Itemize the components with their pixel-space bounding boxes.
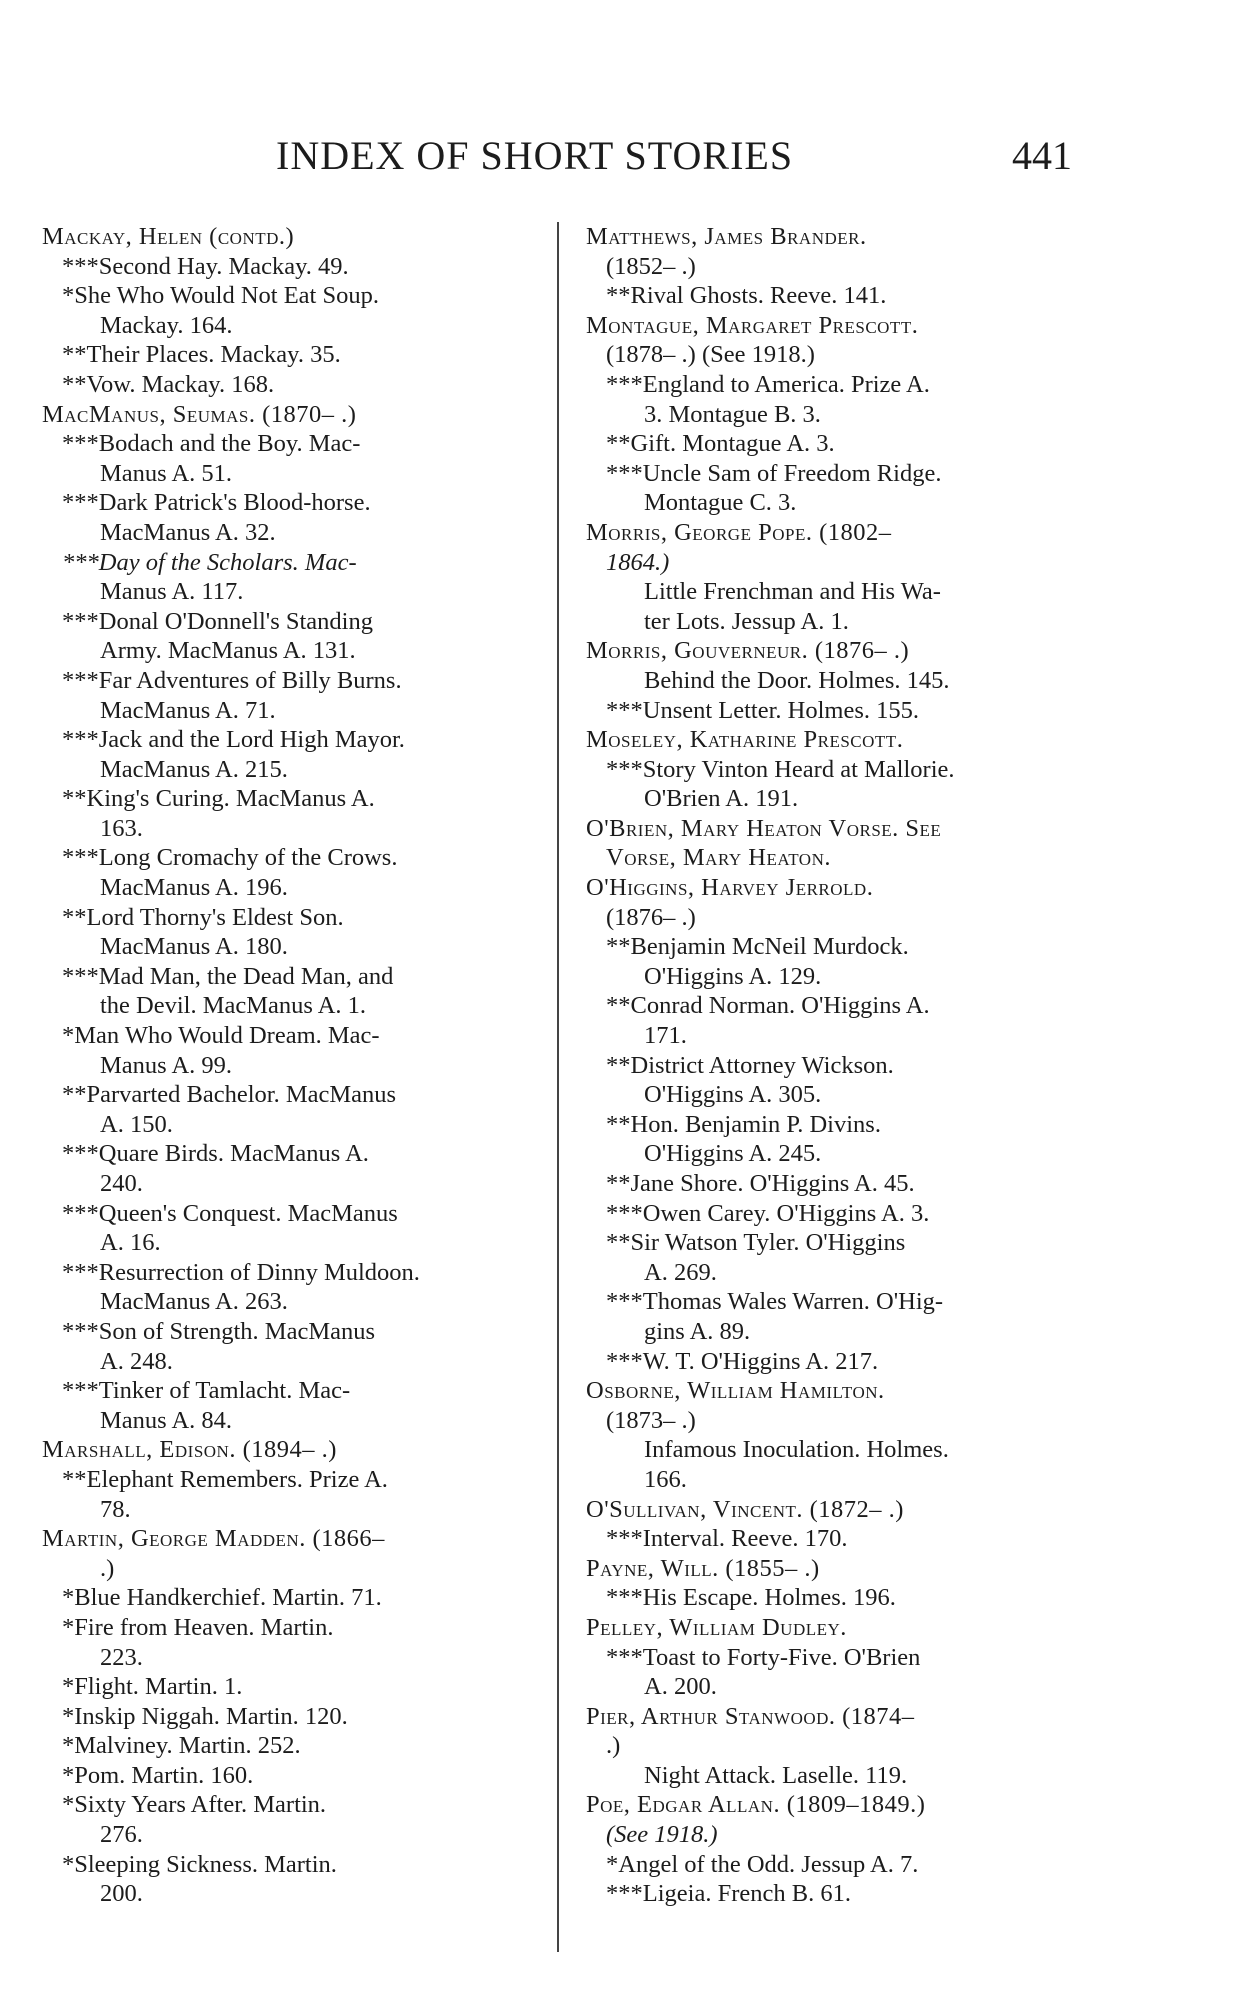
story-entry: **District Attorney Wickson. — [606, 1051, 894, 1079]
story-entry: ***Toast to Forty-Five. O'Brien — [606, 1643, 921, 1671]
author-heading: Payne, Will. (1855– .) — [586, 1554, 820, 1582]
column-divider — [557, 222, 559, 1952]
story-entry-continuation: 171. — [644, 1022, 687, 1050]
story-entry-continuation: 240. — [100, 1170, 143, 1197]
story-entry: **Vow. Mackay. 168. — [62, 370, 275, 398]
story-entry: **Conrad Norman. O'Higgins A. — [606, 992, 930, 1020]
story-entry-continuation: O'Higgins A. 129. — [644, 962, 822, 990]
story-entry-continuation: O'Brien A. 191. — [644, 785, 799, 813]
author-heading-continuation: (1852– .) — [606, 252, 696, 280]
right-column — [586, 222, 1101, 1909]
author-heading: Matthews, James Brander. — [586, 223, 867, 250]
story-entry: ***Jack and the Lord High Mayor. — [62, 726, 405, 754]
story-entry-continuation: O'Higgins A. 305. — [644, 1081, 822, 1109]
story-entry-continuation: 223. — [100, 1643, 143, 1671]
story-entry: **Their Places. Mackay. 35. — [62, 341, 341, 369]
author-heading: O'Higgins, Harvey Jerrold. — [586, 874, 874, 902]
author-heading: Osborne, William Hamilton. — [586, 1377, 885, 1405]
story-entry: ***Long Cromachy of the Crows. — [62, 844, 398, 872]
story-entry: ***Donal O'Donnell's Standing — [62, 607, 373, 635]
author-heading: Morris, Gouverneur. (1876– .) — [586, 637, 910, 665]
story-entry-continuation: 276. — [100, 1821, 143, 1849]
story-entry-continuation: 166. — [644, 1465, 687, 1493]
story-entry-continuation: MacManus A. 180. — [100, 933, 288, 961]
story-entry: *Pom. Martin. 160. — [62, 1761, 254, 1789]
story-entry: **Rival Ghosts. Reeve. 141. — [606, 282, 887, 310]
story-entry: ***Second Hay. Mackay. 49. — [62, 252, 349, 280]
story-entry-continuation: 3. Montague B. 3. — [644, 400, 821, 428]
author-heading-continuation: (1873– .) — [606, 1406, 696, 1434]
story-entry-continuation: A. 200. — [644, 1673, 717, 1701]
story-entry: ***Owen Carey. O'Higgins A. 3. — [606, 1199, 930, 1227]
story-entry: **Elephant Remembers. Prize A. — [62, 1465, 388, 1493]
story-entry-continuation: A. 248. — [100, 1347, 173, 1375]
story-entry: **Parvarted Bachelor. MacManus — [62, 1081, 397, 1109]
page-title: INDEX OF SHORT STORIES — [276, 133, 794, 178]
story-entry: *Man Who Would Dream. Mac- — [62, 1022, 380, 1050]
story-entry: ***Queen's Conquest. MacManus — [62, 1199, 398, 1227]
story-entry-continuation: O'Higgins A. 245. — [644, 1140, 822, 1168]
author-heading: Pelley, William Dudley. — [586, 1613, 847, 1641]
author-heading-continuation: .) — [606, 1732, 621, 1760]
story-entry: ***Uncle Sam of Freedom Ridge. — [606, 459, 942, 487]
story-entry: ***Son of Strength. MacManus — [62, 1317, 376, 1345]
story-entry: *Flight. Martin. 1. — [62, 1673, 243, 1701]
story-entry-continuation: 163. — [100, 814, 143, 842]
author-heading: O'Brien, Mary Heaton Vorse. See — [586, 814, 942, 842]
story-entry: Infamous Inoculation. Holmes. — [644, 1436, 949, 1464]
story-entry: ***Dark Patrick's Blood-horse. — [62, 489, 371, 517]
story-entry-continuation: 78. — [100, 1495, 131, 1523]
author-heading: MacManus, Seumas. (1870– .) — [42, 400, 357, 428]
story-entry: *Malviney. Martin. 252. — [62, 1732, 301, 1760]
story-entry: ***Mad Man, the Dead Man, and — [62, 962, 394, 990]
story-entry: ***Resurrection of Dinny Muldoon. — [62, 1258, 420, 1286]
author-heading-continuation: .) — [100, 1554, 115, 1582]
story-entry: ***His Escape. Holmes. 196. — [606, 1584, 896, 1612]
story-entry-continuation: the Devil. MacManus A. 1. — [100, 992, 367, 1020]
author-heading-continuation: (1878– .) (See 1918.) — [606, 341, 815, 369]
story-entry: ***Ligeia. French B. 61. — [606, 1880, 851, 1908]
page-header — [0, 132, 1241, 182]
story-entry: **King's Curing. MacManus A. — [62, 785, 375, 813]
story-entry-continuation: MacManus A. 196. — [100, 874, 288, 902]
story-entry: Night Attack. Laselle. 119. — [644, 1761, 908, 1789]
story-entry-continuation: Manus A. 51. — [100, 459, 233, 487]
story-entry: ***Tinker of Tamlacht. Mac- — [62, 1377, 351, 1405]
story-entry: ***Far Adventures of Billy Burns. — [62, 666, 402, 694]
author-heading: Marshall, Edison. (1894– .) — [42, 1436, 337, 1464]
story-entry-continuation: MacManus A. 32. — [100, 518, 276, 546]
author-heading: Morris, George Pope. (1802– — [586, 518, 892, 546]
story-entry-continuation: Mackay. 164. — [100, 311, 233, 339]
story-entry-continuation: Montague C. 3. — [644, 489, 797, 517]
story-entry-continuation: ter Lots. Jessup A. 1. — [644, 607, 849, 635]
author-heading-continuation: 1864.) — [606, 548, 670, 576]
story-entry: ***Bodach and the Boy. Mac- — [62, 430, 361, 458]
story-entry: **Sir Watson Tyler. O'Higgins — [606, 1229, 906, 1257]
left-column — [42, 222, 539, 1909]
author-heading: Pier, Arthur Stanwood. (1874– — [586, 1702, 915, 1730]
story-entry: **Hon. Benjamin P. Divins. — [606, 1110, 881, 1138]
story-entry-continuation: A. 150. — [100, 1110, 173, 1138]
story-entry: *Blue Handkerchief. Martin. 71. — [62, 1584, 382, 1612]
author-heading: Poe, Edgar Allan. (1809–1849.) — [586, 1791, 926, 1819]
story-entry: ***Story Vinton Heard at Mallorie. — [606, 755, 955, 783]
story-entry: Behind the Door. Holmes. 145. — [644, 666, 950, 694]
story-entry-continuation: Manus A. 84. — [100, 1406, 233, 1434]
story-entry-continuation: A. 269. — [644, 1258, 717, 1286]
story-entry: **Jane Shore. O'Higgins A. 45. — [606, 1170, 915, 1197]
story-entry: ***England to America. Prize A. — [606, 370, 930, 398]
author-heading: Martin, George Madden. (1866– — [42, 1525, 385, 1553]
story-entry: ***Quare Birds. MacManus A. — [62, 1140, 369, 1168]
story-entry-continuation: MacManus A. 263. — [100, 1288, 288, 1316]
story-entry: Little Frenchman and His Wa- — [644, 578, 941, 606]
story-entry: **Benjamin McNeil Murdock. — [606, 933, 909, 961]
story-entry-continuation: A. 16. — [100, 1229, 161, 1257]
story-entry: ***Thomas Wales Warren. O'Hig- — [606, 1288, 944, 1316]
story-entry: ***Unsent Letter. Holmes. 155. — [606, 696, 920, 724]
story-entry-continuation: Manus A. 99. — [100, 1051, 233, 1079]
page-number: 441 — [1012, 133, 1072, 178]
story-entry-continuation: MacManus A. 215. — [100, 755, 288, 783]
story-entry-continuation: gins A. 89. — [644, 1317, 751, 1345]
story-entry-continuation: MacManus A. 71. — [100, 696, 276, 724]
author-heading: Montague, Margaret Prescott. — [586, 311, 919, 339]
author-heading-continuation: (See 1918.) — [606, 1821, 718, 1849]
story-entry: ***W. T. O'Higgins A. 217. — [606, 1347, 879, 1375]
story-entry: *Angel of the Odd. Jessup A. 7. — [606, 1850, 919, 1878]
story-entry: *Sixty Years After. Martin. — [62, 1791, 327, 1819]
story-entry: **Lord Thorny's Eldest Son. — [62, 903, 344, 931]
story-entry-continuation: Army. MacManus A. 131. — [100, 637, 356, 665]
story-entry-continuation: 200. — [100, 1880, 143, 1908]
story-entry: **Gift. Montague A. 3. — [606, 430, 835, 458]
author-heading: O'Sullivan, Vincent. (1872– .) — [586, 1495, 904, 1523]
author-heading: Mackay, Helen (contd.) — [42, 223, 295, 250]
story-entry: *Fire from Heaven. Martin. — [62, 1613, 334, 1641]
story-entry: *She Who Would Not Eat Soup. — [62, 282, 379, 310]
author-heading-continuation: Vorse, Mary Heaton. — [606, 844, 831, 872]
author-heading-continuation: (1876– .) — [606, 903, 696, 931]
story-entry-continuation: Manus A. 117. — [100, 578, 244, 606]
story-entry: ***Interval. Reeve. 170. — [606, 1525, 848, 1553]
story-entry: *Inskip Niggah. Martin. 120. — [62, 1702, 348, 1730]
author-heading: Moseley, Katharine Prescott. — [586, 726, 904, 754]
story-entry: ***Day of the Scholars. Mac- — [62, 548, 357, 576]
story-entry: *Sleeping Sickness. Martin. — [62, 1850, 337, 1878]
